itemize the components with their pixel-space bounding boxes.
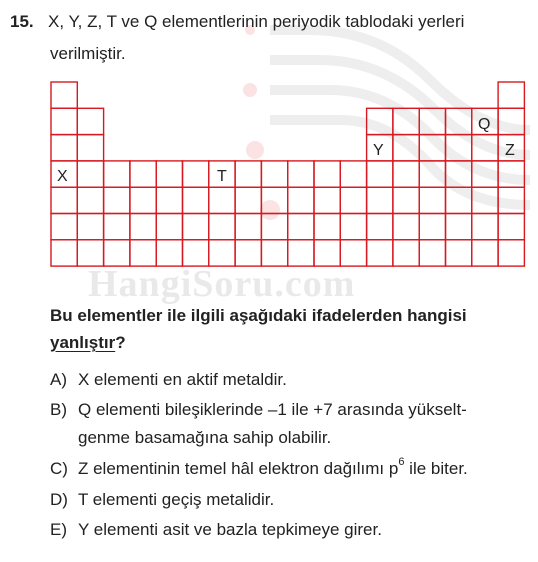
table-cell [77,187,103,213]
table-cell [472,187,498,213]
table-cell [367,161,393,187]
option-b[interactable] [50,396,530,452]
table-cell [367,108,393,134]
table-cell [446,108,472,134]
option-d[interactable] [50,486,530,514]
element-label-y: Y [373,142,384,159]
table-cell [498,161,524,187]
table-cell [77,135,103,161]
table-cell [209,240,235,266]
table-cell [130,240,156,266]
table-cell [498,214,524,240]
table-cell [183,187,209,213]
table-cell [472,240,498,266]
table-cell [446,161,472,187]
question-stem [10,10,530,34]
option-text: Q elementi bileşiklerinde –1 ile +7 arasında yükselt- [78,400,467,419]
table-cell [51,187,77,213]
option-text-end: ile biter. [404,459,468,478]
table-cell [367,187,393,213]
table-cell [156,187,182,213]
option-text: Y elementi asit ve bazla tepkimeye girer. [78,520,382,539]
table-cell [51,82,77,108]
table-cell [130,214,156,240]
table-cell [130,161,156,187]
option-a[interactable] [50,366,530,394]
table-cell [498,187,524,213]
table-cell [261,240,287,266]
table-cell [104,187,130,213]
table-cell [393,187,419,213]
table-cell [77,214,103,240]
table-cell [393,108,419,134]
table-cell [472,214,498,240]
table-cell [393,240,419,266]
table-cell [77,108,103,134]
table-cell [314,240,340,266]
question-number: 15. [10,12,34,31]
option-text-continued: genme basamağına sahip olabilir. [78,428,332,447]
table-cell [104,240,130,266]
table-cell [51,240,77,266]
table-cell [393,214,419,240]
table-cell [446,135,472,161]
option-text: T elementi geçiş metalidir. [78,490,275,509]
table-cell [314,161,340,187]
table-cell [77,240,103,266]
table-cell [130,187,156,213]
table-cell [183,240,209,266]
option-e[interactable] [50,516,530,544]
table-cell [288,240,314,266]
element-label-x: X [57,168,68,185]
table-cell [446,214,472,240]
option-letter: B) [50,400,67,419]
table-cell [261,214,287,240]
table-cell [288,214,314,240]
option-letter: C) [50,459,68,478]
table-cell [209,187,235,213]
table-cell [235,161,261,187]
table-cell [419,108,445,134]
option-c[interactable] [50,455,530,483]
table-cell [419,240,445,266]
table-cell [498,82,524,108]
prompt-line2 [50,329,530,356]
prompt-line1: Bu elementler ile ilgili aşağıdaki ifadelerden hangisi [50,306,467,325]
option-letter: A) [50,370,67,389]
table-cell [183,161,209,187]
table-cell [340,214,366,240]
table-cell [104,161,130,187]
element-label-q: Q [478,116,491,133]
prompt [50,302,530,356]
table-cell [393,135,419,161]
table-cell [183,214,209,240]
table-cell [314,187,340,213]
table-cell [104,214,130,240]
table-cell [51,108,77,134]
table-cell [498,240,524,266]
table-cell [340,187,366,213]
table-cell [235,214,261,240]
table-cell [156,240,182,266]
table-cell [419,135,445,161]
table-cell [367,214,393,240]
element-label-z: Z [505,142,515,159]
table-cell [419,161,445,187]
table-cell [209,214,235,240]
table-cell [340,161,366,187]
table-cell [77,161,103,187]
table-cell [472,161,498,187]
option-text: Z elementinin temel hâl elektron dağılımı p [78,459,399,478]
watermark-text: HangiSoru.com [88,263,356,305]
table-cell [446,240,472,266]
table-cell [419,214,445,240]
table-cell [340,240,366,266]
option-letter: D) [50,490,68,509]
table-cell [235,187,261,213]
table-cell [51,214,77,240]
question-text-line1: X, Y, Z, T ve Q elementlerinin periyodik tablodaki yerleri [48,12,465,31]
table-cell [393,161,419,187]
table-cell [235,240,261,266]
table-cell [314,214,340,240]
table-cell [288,161,314,187]
prompt-underlined-word: yanlıştır [50,333,116,352]
option-letter: E) [50,520,67,539]
prompt-mark: ? [115,333,126,352]
table-cell [446,187,472,213]
element-label-t: T [217,168,227,185]
table-cell [288,187,314,213]
table-cell [367,240,393,266]
table-cell [419,187,445,213]
table-cell [261,161,287,187]
table-cell [156,214,182,240]
question-text-line2: verilmiştir. [50,44,126,63]
option-superscript: 6 [398,456,405,469]
table-cell [472,135,498,161]
option-text: X elementi en aktif metaldir. [78,370,287,389]
table-cell [261,187,287,213]
table-cell [51,135,77,161]
table-cell [156,161,182,187]
table-cell [498,108,524,134]
